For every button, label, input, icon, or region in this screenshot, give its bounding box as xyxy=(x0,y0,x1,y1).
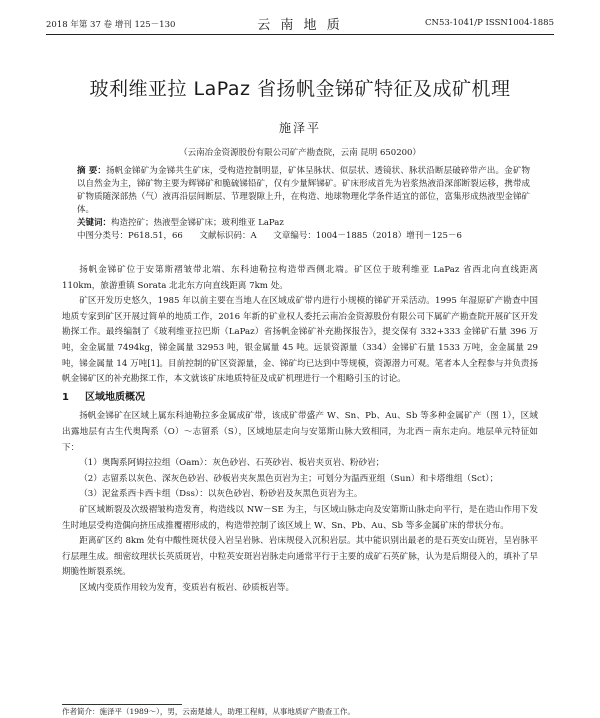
abstract-paragraph xyxy=(77,165,530,217)
classification-line xyxy=(77,230,530,243)
article-number: 文章编号：1004－1885（2018）增刊－125－6 xyxy=(273,231,462,241)
section-title: 区域地质概况 xyxy=(84,391,145,403)
author-affiliation: （云南冶金资源股份有限公司矿产勘查院，云南 昆明 650200） xyxy=(179,148,421,158)
running-head-issn: CN53-1041/P ISSN1004-1885 xyxy=(425,18,554,28)
keywords-label: 关键词： xyxy=(77,218,112,228)
header-rule xyxy=(46,34,554,35)
body-paragraph-silurian: （2）志留系以灰色、深灰色砂岩、砂板岩夹灰黑色页岩为主；可划分为温西亚组（Sun）和卡塔维组（Sct）； xyxy=(79,473,499,484)
section-heading xyxy=(62,390,538,406)
body-paragraph-intrusion: 距离矿区约 8km 处有中酸性斑状侵入岩呈岩脉、岩床规侵入沉积岩层。其中能识别出最老的是石英安山斑岩，呈岩脉平行层理生成。细密纹理状长英质斑岩，中粒英安斑岩岩脉走向通常平行于主要的成矿石英矿脉，认为是后期侵入的，填补了早期脆性断裂系统。 xyxy=(62,536,538,578)
section-number: 1 xyxy=(62,391,69,403)
running-head-volume: 2018 年第 37 卷 增刊 125－130 xyxy=(46,20,176,30)
body-paragraph-devonian: （3）泥盆系西卡西卡组（Dss）：以灰色砂岩、粉砂岩及灰黑色页岩为主。 xyxy=(79,489,363,500)
keywords-text: 构造控矿；热液型金锑矿床；玻利维亚 LaPaz xyxy=(111,218,284,228)
paper-title: 玻利维亚拉 LaPaz 省扬帆金锑矿特征及成矿机理 xyxy=(89,78,511,100)
body-paragraph-structure: 矿区域断裂及次级褶皱构造发育，构造线以 NW－SE 为主，与区域山脉走向及安第斯山脉走向平行，是在造山作用下发生时地层受构造偶向挤压成推覆褶形成的，构造带控制了该区域上 W、Sn、Pb、Au、Sb 等多金属矿床的带状分布。 xyxy=(62,504,538,531)
abstract-text: 扬帆金锑矿为金锑共生矿床，受构造控制明显，矿体呈脉状、似层状、透镜状、脉状沿断层破碎带产出。金矿物以自然金为主，锑矿物主要为辉锑矿和脆硫锑铅矿，仅有少量辉锑矿。矿床形成首先为岩浆热液沿深部断裂运移，携带成矿物质随深部热（气）液再沿层间断层、节理裂隙上升，在构造、地球物理化学条件适宜的部位，富集形成热液型金锑矿体。 xyxy=(77,166,530,215)
body-paragraph-ordovician: （1）奥陶系阿姆拉拉组（Oam）：灰色砂岩、石英砂岩、板岩夹页岩、粉砂岩； xyxy=(79,458,385,469)
body-paragraph-metamorphism: 区域内变质作用较为发育，变质岩有板岩、砂质板岩等。 xyxy=(79,582,295,593)
body-paragraph-history: 矿区开发历史悠久，1985 年以前主要在当地人在区域成矿带内进行小规模的锑矿开采活动。1995 年湿原矿产勘查中国地质专家到矿区开展过简单的地质工作，2016 年新的矿业权人委托云南冶金资源股份有限公司下属矿产勘查院开展矿区开发勘探工作。最终编制了《玻利维亚拉巴斯（LaPaz）省扬帆金锑矿补充勘探报告》，提交保有 332+333 金锑矿石量 396 万吨，金金属量 7494kg，锑金属量 32953 吨，银金属量 45 吨。远景资源量（334）金锑矿石量 1533 万吨，金金属量 29 吨，锑金属量 14 万吨[1]。目前控制的矿区资源量，金、锑矿均已达到中等规模，资源潜力可观。笔者本人全程参与并负责扬帆金锑矿区的补充勘探工作，本文就该矿床地质特征及成矿机理进行一个粗略引玉的讨论。 xyxy=(62,296,538,385)
document-code: 文献标识码：A xyxy=(199,231,257,241)
keywords-line xyxy=(77,217,530,230)
running-head xyxy=(46,12,554,32)
clc-number: 中图分类号：P618.51，66 xyxy=(77,231,183,241)
paper-author: 施泽平 xyxy=(278,121,321,135)
abstract-label: 摘 要： xyxy=(77,166,107,176)
body-paragraph-regional: 扬帆金锑矿在区域上属东科迪勒拉多金属成矿带，该成矿带盛产 W、Sn、Pb、Au、Sb 等多种金属矿产（图 1），区域出露地层有古生代奥陶系（O）～志留系（S），区域地层走向与安第斯山脉大致相同，为北西－南东走向。地层单元特征如下： xyxy=(62,411,538,453)
body-text xyxy=(62,263,538,596)
author-footnote: 作者简介：施泽平（1989～），男，云南楚雄人，助理工程师，从事地质矿产勘查工作。 xyxy=(62,707,355,716)
abstract-block xyxy=(77,165,530,243)
running-head-journal: 云 南 地 质 xyxy=(257,18,343,33)
footnote-rule xyxy=(62,704,182,705)
body-paragraph-location: 扬帆金锑矿位于安第斯褶皱带北端、东科迪勒拉构造带西侧北端。矿区位于玻利维亚 LaPaz 省西北向直线距离 110km，旅游重镇 Sorata 北北东方向直线距离 7km 处。 xyxy=(62,265,538,291)
